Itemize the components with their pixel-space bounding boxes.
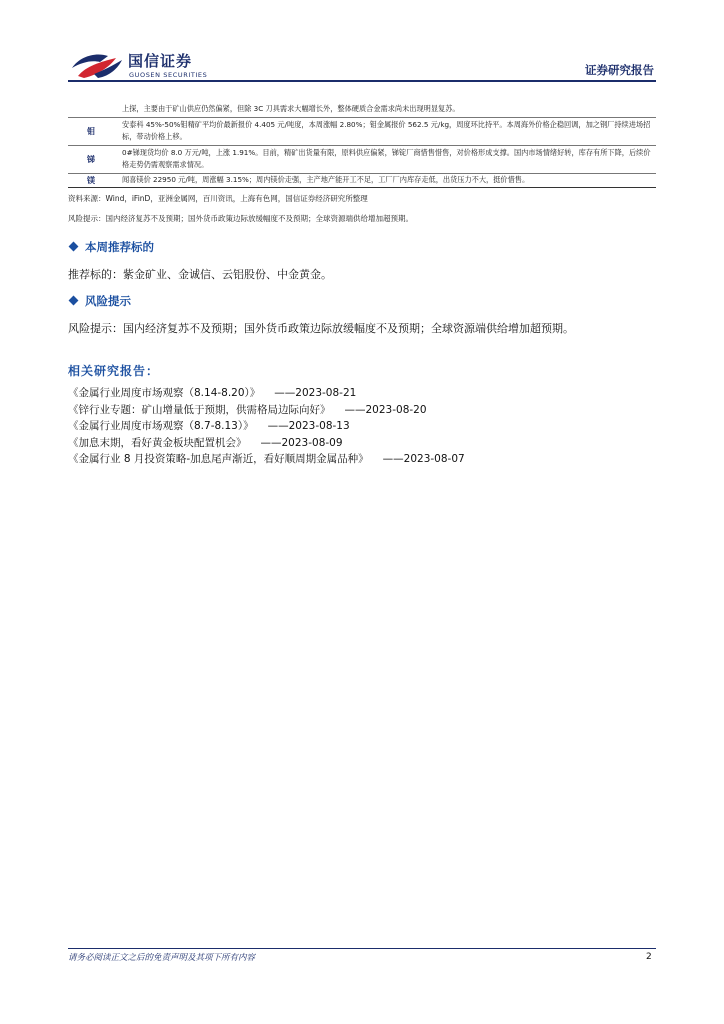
logo-text-cn: 国信证券 (128, 52, 193, 70)
recommendations-text: 推荐标的：紫金矿业、金诚信、云铝股份、中金黄金。 (68, 268, 332, 281)
table-row (68, 102, 656, 116)
metal-commentary: 闻喜镁价 22950 元/吨，周涨幅 3.15%；周内镁价走强，主产地产能开工不足，工厂厂内库存走低，出货压力不大，挺价惜售。 (122, 175, 530, 184)
guosen-logo-icon (70, 52, 124, 80)
risk-text: 风险提示：国内经济复苏不及预期；国外货币政策边际放缓幅度不及预期；全球资源端供给增加超预期。 (68, 322, 574, 335)
related-reports-title: 相关研究报告： (68, 364, 160, 378)
metal-label: 锑 (87, 155, 95, 164)
footer-disclaimer: 请务必阅读正文之后的免责声明及其项下所有内容 (68, 953, 256, 963)
page-number: 2 (646, 952, 652, 962)
logo-text-en: GUOSEN SECURITIES (129, 71, 208, 79)
metal-label: 镁 (87, 176, 95, 185)
header-rule (68, 80, 656, 82)
section-heading-recommendations: 本周推荐标的 (68, 239, 154, 255)
metal-commentary: 0#锑现货均价 8.0 万元/吨，上涨 1.91%。目前，精矿出货量有限，原料供应偏紧，锑锭厂商惜售惜售，对价格形成支撑。国内市场情绪好转，库存有所下降，后续价格走势仍需观察需求情况。 (122, 148, 651, 169)
table-row (68, 118, 656, 144)
report-type-label: 证券研究报告 (585, 63, 654, 77)
metal-commentary: 安泰科 45%-50%钼精矿平均价最新报价 4.405 元/吨度，本周涨幅 2.80%；钼金属报价 562.5 元/kg，周度环比持平。本周海外价格企稳回调，加之钢厂持续进场招标，带动价格上移。 (122, 120, 651, 141)
footer-rule (68, 948, 656, 949)
table-bottom-rule (68, 187, 656, 188)
metals-price-table (68, 102, 656, 186)
risk-note-small: 风险提示：国内经济复苏不及预期；国外货币政策边际放缓幅度不及预期；全球资源端供给增加超预期。 (68, 214, 413, 223)
diamond-bullet-icon (69, 242, 79, 252)
table-row (68, 146, 656, 172)
related-reports-list (68, 385, 656, 468)
related-report-link[interactable]: 《金属行业周度市场观察（8.7-8.13）》 ——2023-08-13 (68, 420, 350, 432)
source-note: 资料来源：Wind，iFinD，亚洲金属网，百川资讯，上海有色网，国信证券经济研究所整理 (68, 194, 368, 203)
related-report-link[interactable]: 《加息末期，看好黄金板块配置机会》 ——2023-08-09 (68, 436, 343, 449)
section-heading-risk: 风险提示 (68, 293, 131, 309)
diamond-bullet-icon (69, 296, 79, 306)
related-report-link[interactable]: 《金属行业 8 月投资策略-加息尾声渐近，看好顺周期金属品种》 ——2023-08-07 (68, 453, 465, 465)
related-report-link[interactable]: 《金属行业周度市场观察（8.14-8.20）》 ——2023-08-21 (68, 387, 357, 399)
table-row (68, 174, 656, 186)
metal-commentary: 上探，主要由于矿山供应仍然偏紧，但除 3C 刀具需求大幅增长外，整体硬质合金需求尚未出现明显复苏。 (122, 104, 460, 113)
related-report-link[interactable]: 《锌行业专题：矿山增量低于预期，供需格局边际向好》 ——2023-08-20 (68, 403, 427, 416)
metal-label: 钼 (87, 127, 95, 136)
